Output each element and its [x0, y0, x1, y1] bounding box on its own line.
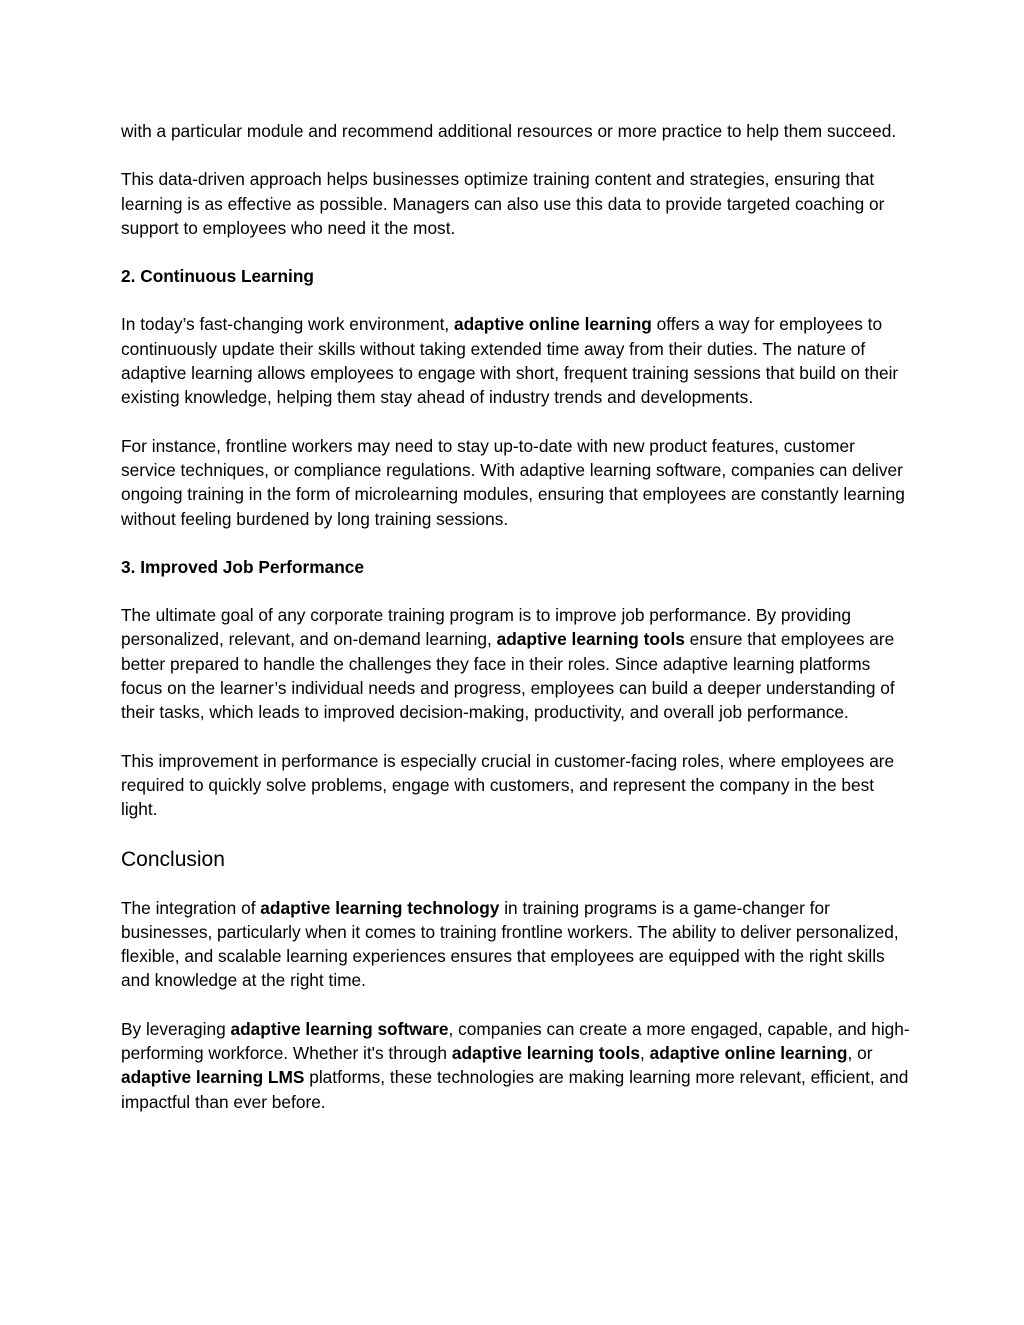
bold-term: adaptive learning tools: [451, 1043, 641, 1064]
paragraph-continuous-learning: [121, 312, 911, 409]
paragraph-frontline-example: For instance, frontline workers may need to stay up-to-date with new product features, customer service techniques, or compliance regulations. With adaptive learning software, companies can deliver ongoing training in the form of microlearning modules, ensuring that employees are constantly learning without feeling burdened by long training sessions.: [121, 435, 905, 529]
text-run: in training programs is a game-changer for businesses, particularly when it comes to training frontline workers. The ability to deliver personalized, flexible, and scalable learning experiences ensures that employees are equipped with the right skills and knowledge at the right time.: [121, 897, 899, 991]
bold-term: adaptive learning technology: [260, 897, 500, 918]
heading-conclusion: Conclusion: [121, 847, 225, 871]
bold-term: adaptive learning tools: [496, 629, 685, 650]
bold-term: adaptive learning software: [230, 1018, 449, 1039]
bold-term: adaptive online learning: [454, 314, 652, 335]
heading-improved-performance: 3. Improved Job Performance: [121, 556, 364, 577]
text-run: By leveraging: [121, 1018, 231, 1039]
text-run: , companies can create a more engaged, capable, and high-performing workforce. Whether it's through: [121, 1018, 910, 1064]
text-run: In today’s fast-changing work environment,: [121, 314, 455, 335]
text-run: , or: [847, 1043, 873, 1064]
text-run: The ultimate goal of any corporate training program is to improve job performance. By providing personalized, relevant, and on-demand learning,: [121, 605, 852, 650]
bold-term: adaptive online learning: [649, 1043, 848, 1064]
text-run: The integration of: [121, 897, 261, 918]
bold-term: adaptive learning LMS: [121, 1067, 305, 1088]
text-run: platforms, these technologies are making learning more relevant, efficient, and impactful than ever before.: [121, 1067, 909, 1112]
paragraph-customer-facing: This improvement in performance is especially crucial in customer-facing roles, where employees are required to quickly solve problems, engage with customers, and represent the company in the best light.: [121, 750, 895, 820]
heading-continuous-learning: 2. Continuous Learning: [121, 266, 314, 287]
paragraph-data-driven: This data-driven approach helps businesses optimize training content and strategies, ensuring that learning is as effective as possible. Managers can also use this data to provide targeted coaching or support to employees who need it the most.: [121, 169, 885, 238]
paragraph-module-support: with a particular module and recommend additional resources or more practice to help them succeed.: [121, 121, 897, 141]
paragraph-leveraging: [121, 1017, 911, 1114]
text-run: offers a way for employees to continuously update their skills without taking extended time away from their duties. The nature of adaptive learning allows employees to engage with short, frequent training sessions that build on their existing knowledge, helping them stay ahead of industry trends and developments.: [121, 314, 899, 408]
document-page: [121, 119, 911, 1138]
paragraph-integration: [121, 896, 911, 993]
text-run: ,: [640, 1043, 650, 1064]
paragraph-job-performance: [121, 603, 911, 724]
text-run: ensure that employees are better prepared to handle the challenges they face in their roles. Since adaptive learning platforms focus on the learner’s individual needs and progress, employees can build a deeper understanding of their tasks, which leads to improved decision-making, productivity, and overall job performance.: [121, 629, 895, 723]
